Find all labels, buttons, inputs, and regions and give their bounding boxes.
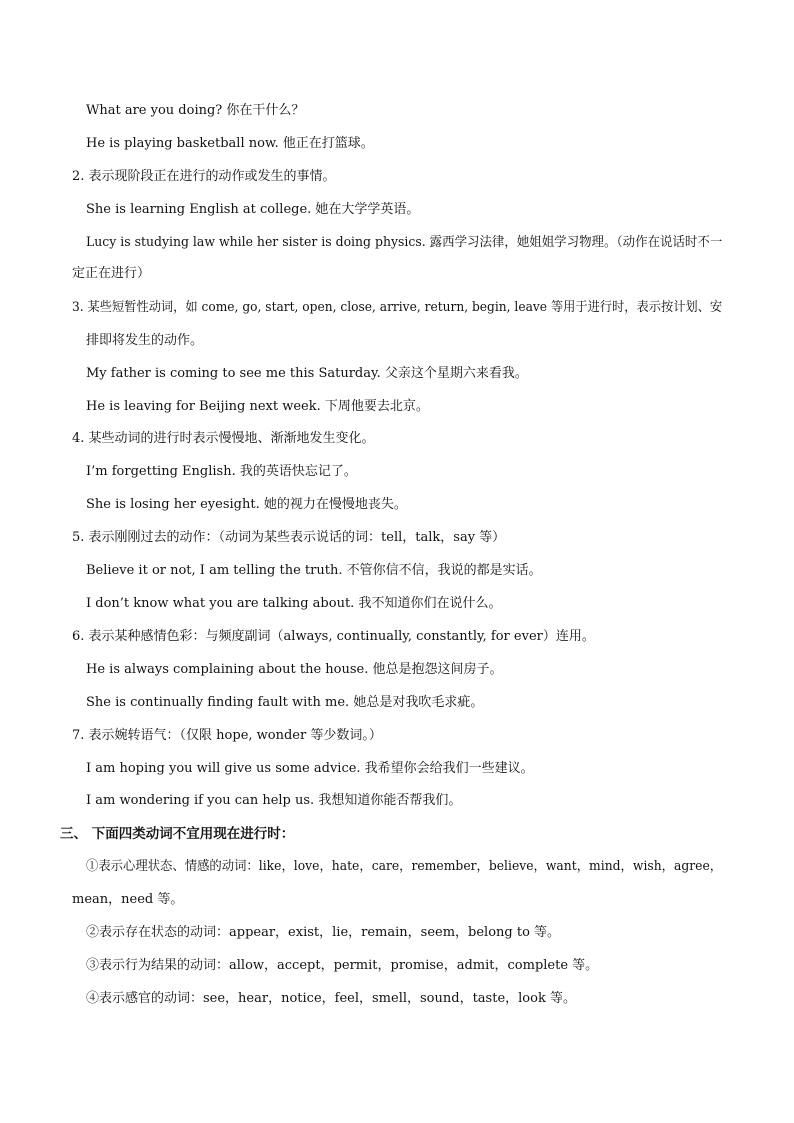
example-sentence: I don’t know what you are talking about. 我不知道你们在说什么。 (86, 596, 502, 611)
verb-category-3: ③表示行为结果的动词：allow，accept，permit，promise，admit，complete 等。 (86, 958, 599, 973)
example-sentence: He is playing basketball now. 他正在打篮球。 (86, 136, 374, 151)
example-sentence: What are you doing? 你在干什么？ (86, 103, 305, 118)
example-sentence: Lucy is studying law while her sister is doing physics. 露西学习法律，她姐姐学习物理。（动作在说话时不一 (86, 235, 723, 250)
rule-item-7: 7. 表示婉转语气：（仅限 hope, wonder 等少数词。） (72, 728, 382, 743)
example-sentence: I am wondering if you can help us. 我想知道你能否帮我们。 (86, 793, 462, 808)
verb-category-1-continuation: mean，need 等。 (72, 892, 184, 907)
rule-item-4: 4. 某些动词的进行时表示慢慢地、渐渐地发生变化。 (72, 431, 375, 446)
verb-category-2: ②表示存在状态的动词：appear，exist，lie，remain，seem，belong to 等。 (86, 925, 561, 940)
example-sentence: He is always complaining about the house. 他总是抱怨这间房子。 (86, 662, 503, 677)
rule-item-3-continuation: 排即将发生的动作。 (86, 333, 204, 348)
rule-item-5: 5. 表示刚刚过去的动作：（动词为某些表示说话的词：tell，talk，say 等） (72, 530, 506, 545)
example-sentence: Believe it or not, I am telling the truth. 不管你信不信，我说的都是实话。 (86, 563, 542, 578)
verb-category-4: ④表示感官的动词：see，hear，notice，feel，smell，sound，taste，look 等。 (86, 991, 576, 1006)
verb-category-1: ①表示心理状态、情感的动词：like，love，hate，care，remember，believe，want，mind，wish，agree， (86, 859, 723, 874)
example-sentence: She is losing her eyesight. 她的视力在慢慢地丧失。 (86, 497, 407, 512)
example-sentence: He is leaving for Beijing next week. 下周他要去北京。 (86, 399, 429, 414)
example-sentence: I am hoping you will give us some advice. 我希望你会给我们一些建议。 (86, 761, 534, 776)
rule-item-2: 2. 表示现阶段正在进行的动作或发生的事情。 (72, 169, 336, 184)
example-sentence: I’m forgetting English. 我的英语快忘记了。 (86, 464, 357, 479)
section-heading-3: 三、 下面四类动词不宜用现在进行时： (60, 826, 295, 842)
rule-item-6: 6. 表示某种感情色彩：与频度副词（always, continually, constantly, for ever）连用。 (72, 629, 595, 644)
example-sentence-continuation: 定正在进行） (72, 266, 151, 281)
rule-item-3: 3. 某些短暂性动词，如 come, go, start, open, close, arrive, return, begin, leave 等用于进行时，表示按计划、安 (72, 300, 723, 315)
example-sentence: She is learning English at college. 她在大学学英语。 (86, 202, 420, 217)
example-sentence: My father is coming to see me this Saturday. 父亲这个星期六来看我。 (86, 366, 528, 381)
example-sentence: She is continually finding fault with me. 她总是对我吹毛求疵。 (86, 695, 484, 710)
